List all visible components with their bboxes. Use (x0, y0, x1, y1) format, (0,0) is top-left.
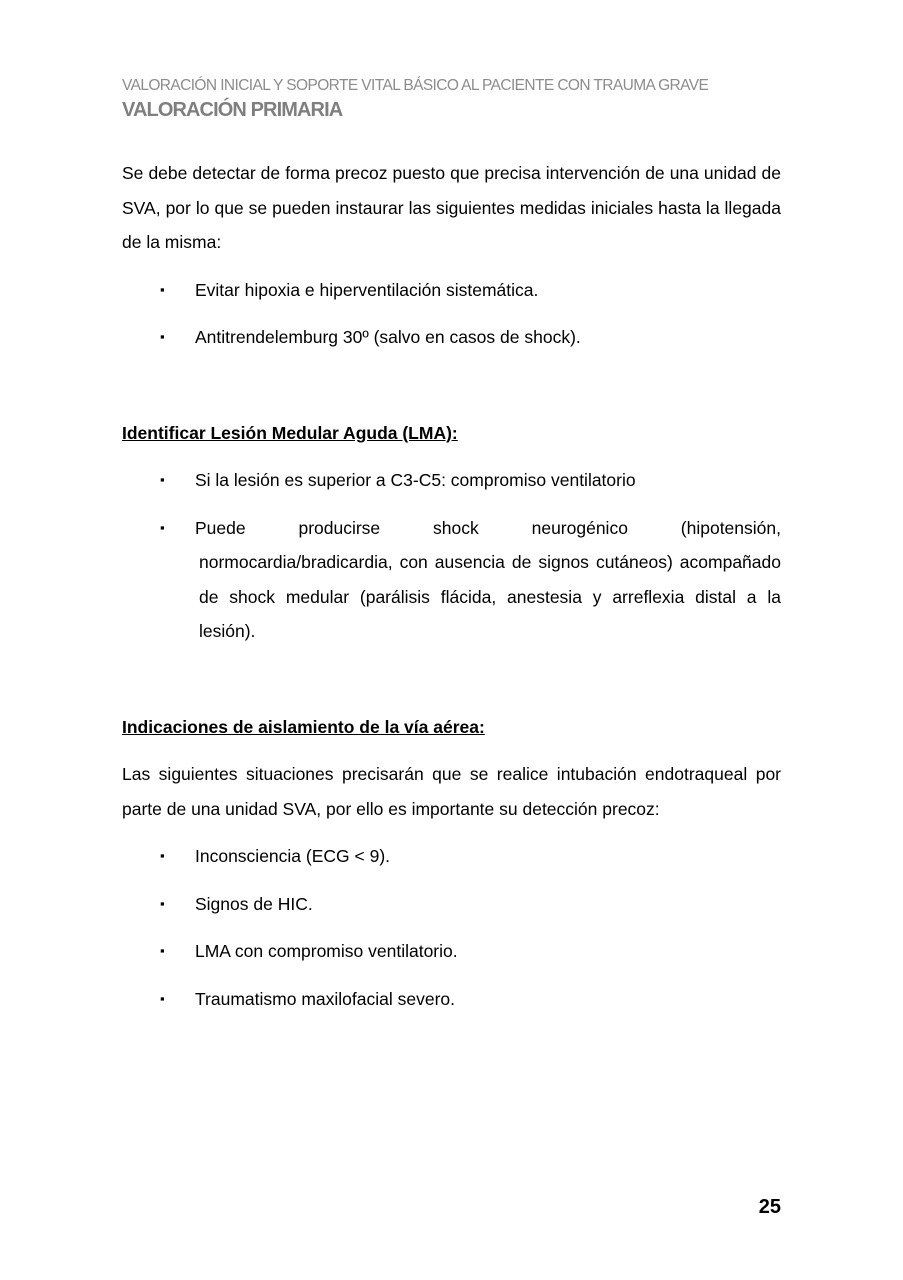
intro-paragraph: Se debe detectar de forma precoz puesto que precisa intervención de una unidad de SVA, por lo que se pueden instaurar las siguientes medidas iniciales hasta la llegada de la misma: (122, 163, 781, 252)
section-title-airway: Indicaciones de aislamiento de la vía aérea: (122, 716, 485, 737)
running-header (122, 76, 782, 123)
bullet-text: Antitrendelemburg 30º (salvo en casos de shock). (195, 327, 581, 347)
list-item (122, 839, 781, 874)
bullet-text: Traumatismo maxilofacial severo. (195, 988, 455, 1009)
bullet-square-icon: ▪ (160, 329, 165, 344)
bullet-text: Si la lesión es superior a C3-C5: compromiso ventilatorio (195, 470, 636, 490)
bullet-text: Inconsciencia (ECG < 9). (195, 846, 391, 866)
bullet-square-icon: ▪ (160, 943, 165, 958)
bullet-square-icon: ▪ (160, 519, 165, 535)
bullet-square-icon: ▪ (160, 472, 165, 487)
list-item (122, 320, 781, 355)
page-number: 25 (758, 1196, 781, 1218)
airway-paragraph: Las siguientes situaciones precisarán que se realice intubación endotraqueal por parte de una unidad SVA, por ello es importante su detección precoz: (122, 764, 781, 819)
header-title: VALORACIÓN PRIMARIA (122, 99, 343, 121)
bullet-text: Puede producirse shock neurogénico (hipotensión, normocardia/bradicardia, con ausencia de signos cutáneos) acompañado de shock medular (parálisis flácida, anestesia y arreflexia distal a la lesión). (195, 517, 781, 641)
bullet-square-icon: ▪ (160, 281, 165, 297)
list-item (122, 887, 781, 922)
intro-bullet-list (122, 273, 781, 355)
bullet-square-icon: ▪ (160, 895, 165, 911)
airway-bullet-list (122, 839, 781, 1016)
bullet-text: Signos de HIC. (195, 893, 313, 914)
list-item (122, 934, 781, 969)
bullet-text: Evitar hipoxia e hiperventilación sistemática. (195, 279, 539, 300)
bullet-square-icon: ▪ (160, 990, 165, 1006)
list-item (122, 982, 781, 1017)
header-subtitle: VALORACIÓN INICIAL Y SOPORTE VITAL BÁSICO AL PACIENTE CON TRAUMA GRAVE (122, 77, 709, 94)
lma-bullet-list (122, 463, 781, 649)
page-body (122, 156, 781, 1016)
list-item (122, 273, 781, 308)
bullet-square-icon: ▪ (160, 848, 165, 863)
bullet-text: LMA con compromiso ventilatorio. (195, 941, 458, 961)
list-item (122, 511, 781, 649)
list-item (122, 463, 781, 498)
section-title-lma: Identificar Lesión Medular Aguda (LMA): (122, 422, 458, 443)
